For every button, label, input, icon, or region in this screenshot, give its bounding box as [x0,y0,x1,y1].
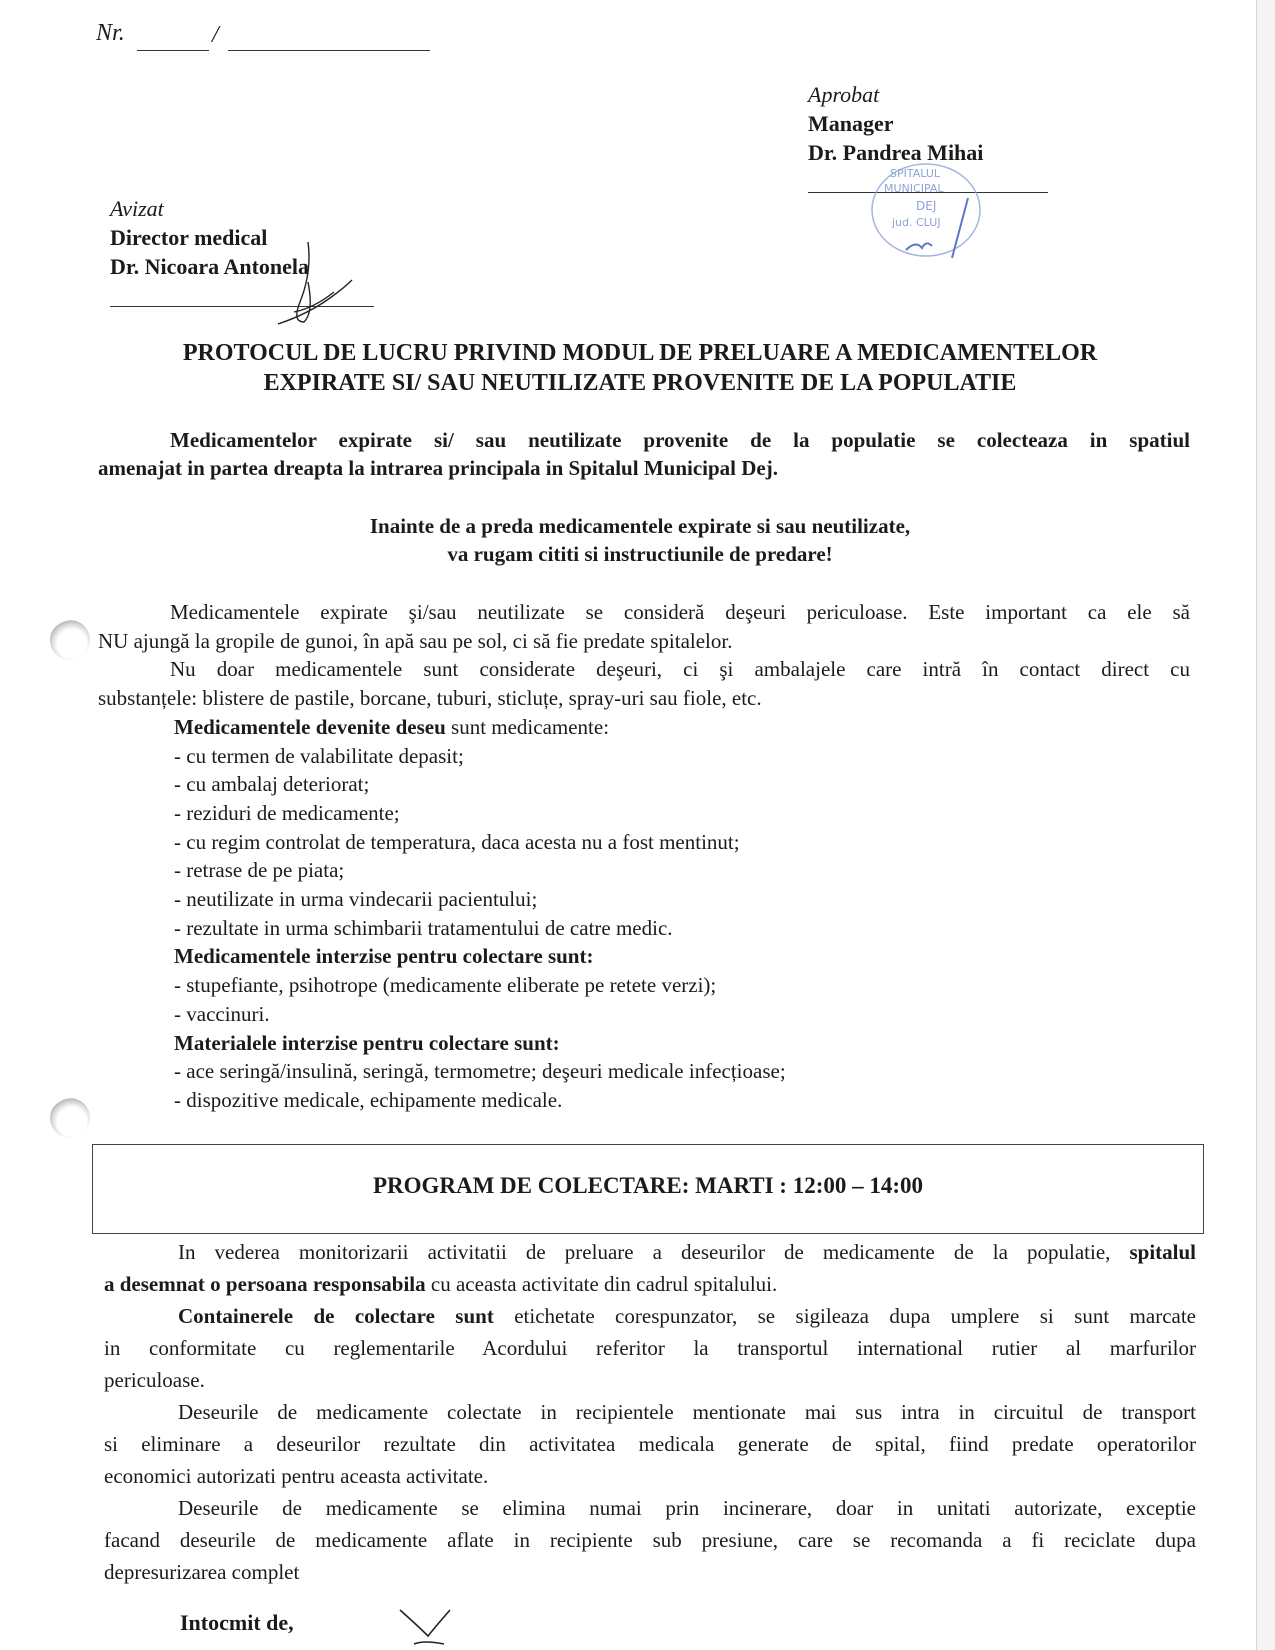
program-text: PROGRAM DE COLECTARE: MARTI : 12:00 – 14:00 [372,1173,924,1198]
nr-slash: / [212,22,219,48]
program-box [92,1144,1204,1234]
footer-section [104,1236,1196,1588]
list-item: - ace seringă/insulină, seringă, termometre; deşeuri medicale infecțioase; [174,1059,786,1084]
footer-p4-line-3: depresurizarea complet [104,1560,300,1584]
nr-date-line [228,50,430,51]
list-item: - neutilizate in urma vindecarii pacientului; [174,887,538,912]
nr-number-line [137,50,209,51]
prepared-by-signature-icon [396,1604,466,1650]
approval-block [808,80,983,167]
prepared-by-label: Intocmit de, [180,1610,294,1635]
stamp-line-2: MUNICIPAL [884,182,944,195]
footer-p1-line-2 [104,1268,1196,1300]
footer-p1-line-2-bold: a desemnat o persoana responsabila [104,1272,426,1296]
intro-paragraph [98,426,1190,482]
footer-p3-line-2: si eliminare a deseurilor rezultate din activitatea medicala generate de spital, fiind predate operatorilor [104,1432,1196,1456]
nr-label: Nr. [96,20,125,46]
waste-heading-bold: Medicamentele devenite deseu [174,714,446,739]
endorsed-name: Dr. Nicoara Antonela [110,254,310,279]
footer-p1-line-2-text: cu aceasta activitate din cadrul spitalului. [425,1272,778,1296]
list-item: - cu regim controlat de temperatura, daca acesta nu a fost mentinut; [174,829,740,854]
document-title [100,338,1180,398]
list-item: - cu ambalaj deteriorat; [174,772,370,797]
waste-list [98,713,1190,1115]
title-line-1: PROTOCUL DE LUCRU PRIVIND MODUL DE PRELUARE A MEDICAMENTELOR [182,340,1098,366]
footer-p4-line-1: Deseurile de medicamente se elimina numai prin incinerare, doar in unitati autorizate, exceptie [178,1496,1196,1520]
body-p1-line-1: Medicamentele expirate şi/sau neutilizate se consideră deşeuri periculoase. Este important ca ele să [170,600,1190,624]
forbidden-materials-heading: Materialele interzise pentru colectare sunt: [174,1030,560,1055]
body-p2-line-2: substanțele: blistere de pastile, borcane, tuburi, sticluțe, spray-uri sau fiole, etc. [98,686,762,711]
intro-line-1: Medicamentelor expirate si/ sau neutilizate provenite de la populatie se colecteaza in spatiul [170,428,1190,452]
list-item: - vaccinuri. [174,1001,270,1026]
title-line-2: EXPIRATE SI/ SAU NEUTILIZATE PROVENITE DE LA POPULATIE [263,370,1017,396]
endorsed-role: Director medical [110,225,268,250]
stamp-line-4: jud. CLUJ [892,216,941,229]
list-item: - cu termen de valabilitate depasit; [174,743,464,768]
endorsement-signature-icon [258,232,378,352]
notice-line-1: Inainte de a preda medicamentele expirate si sau neutilizate, [369,514,911,538]
footer-p4-line-2: facand deseurile de medicamente aflate in recipiente sub presiune, care se recomanda a fi reciclate dupa [104,1528,1196,1552]
waste-heading [174,713,1190,742]
hospital-stamp-icon [868,158,998,268]
list-item: - reziduri de medicamente; [174,800,400,825]
body-p2-line-1: Nu doar medicamentele sunt considerate deşeuri, ci şi ambalajele care intră în contact direct cu [170,657,1190,682]
notice-line-2: va rugam cititi si instructiunile de predare! [447,542,833,566]
punch-hole-top [50,620,90,660]
list-item: - retrase de pe piata; [174,858,345,883]
footer-p2-line-2: in conformitate cu reglementarile Acordului referitor la transportul international rutier al marfurilor [104,1336,1196,1360]
waste-heading-rest: sunt medicamente: [445,714,610,739]
approved-name: Dr. Pandrea Mihai [808,140,984,165]
list-item: - dispozitive medicale, echipamente medicale. [174,1087,563,1112]
body-section [98,598,1190,1115]
stamp-line-1: SPITALUL [890,167,941,180]
footer-p1-line-1 [104,1236,1196,1268]
list-item: - rezultate in urma schimbarii tratamentului de catre medic. [174,915,673,940]
punch-hole-bottom [50,1098,90,1138]
footer-p3-line-1: Deseurile de medicamente colectate in recipientele mentionate mai sus intra in circuitul de transport [178,1400,1196,1424]
notice [100,512,1180,568]
endorsed-label: Avizat [110,196,164,221]
footer-p2-line-1-text: etichetate corespunzator, se sigileaza dupa umplere si sunt marcate [493,1304,1196,1328]
approved-role: Manager [808,111,894,136]
body-p1-line-2: NU ajungă la gropile de gunoi, în apă sau pe sol, ci să fie predate spitalelor. [98,628,733,653]
footer-p2-line-1 [104,1300,1196,1332]
stamp-line-3: DEJ [916,199,937,213]
list-item: - stupefiante, psihotrope (medicamente eliberate pe retete verzi); [174,973,717,998]
footer-p1-line-1-bold: spitalul [1129,1240,1196,1264]
footer-p3-line-3: economici autorizati pentru aceasta activitate. [104,1464,489,1488]
footer-p2-line-3: periculoase. [104,1368,205,1392]
footer-p2-line-1-bold: Containerele de colectare sunt [178,1304,494,1328]
approved-label: Aprobat [808,82,880,107]
forbidden-meds-heading: Medicamentele interzise pentru colectare sunt: [174,944,594,969]
intro-line-2: amenajat in partea dreapta la intrarea principala in Spitalul Municipal Dej. [98,456,778,480]
footer-p1-line-1-text: In vederea monitorizarii activitatii de preluare a deseurilor de medicamente de la populatie, [178,1240,1130,1264]
